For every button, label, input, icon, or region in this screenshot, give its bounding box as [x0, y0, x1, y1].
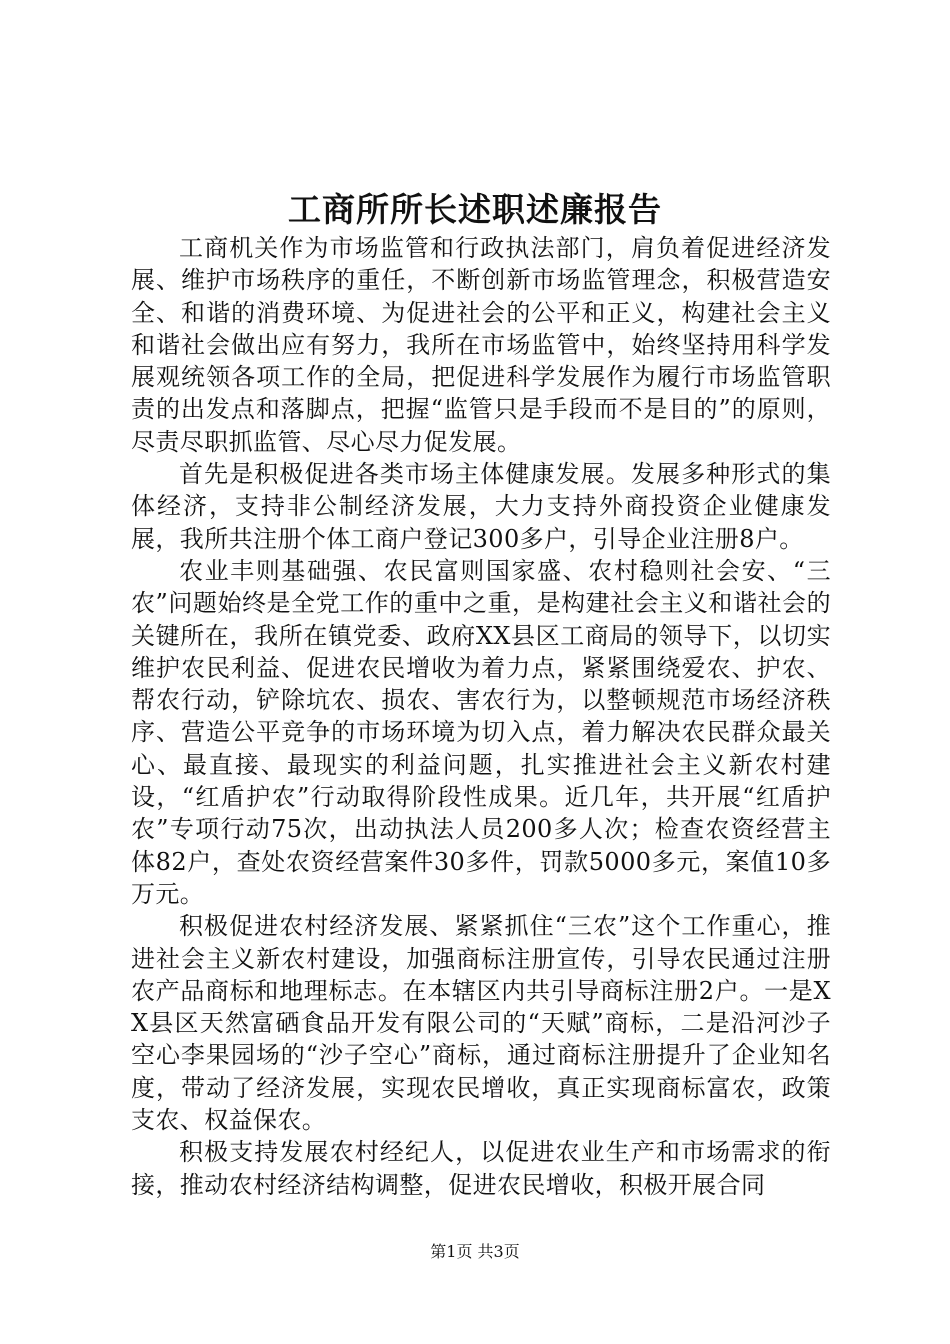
- document-body: [131, 232, 831, 1201]
- paragraph-market-entities: 首先是积极促进各类市场主体健康发展。发展多种形式的集体经济，支持非公制经济发展，大力支持外商投资企业健康发展，我所共注册个体工商户登记300多户，引导企业注册8户。: [131, 460, 831, 553]
- paragraph-rural-brokers: 积极支持发展农村经纪人，以促进农业生产和市场需求的衔接，推动农村经济结构调整，促进农民增收，积极开展合同: [131, 1138, 831, 1199]
- document-title: 工商所所长述职述廉报告: [288, 190, 662, 229]
- paragraph-intro: 工商机关作为市场监管和行政执法部门，肩负着促进经济发展、维护市场秩序的重任，不断创新市场监管理念，积极营造安全、和谐的消费环境、为促进社会的公平和正义，构建社会主义和谐社会做出应有努力，我所在市场监管中，始终坚持用科学发展观统领各项工作的全局，把促进科学发展作为履行市场监管职责的出发点和落脚点，把握“监管只是手段而不是目的”的原则，尽责尽职抓监管、尽心尽力促发展。: [131, 234, 831, 456]
- paragraph-agriculture: 农业丰则基础强、农民富则国家盛、农村稳则社会安、“三农”问题始终是全党工作的重中之重，是构建社会主义和谐社会的关键所在，我所在镇党委、政府XX县区工商局的领导下，以切实维护农民利益、促进农民增收为着力点，紧紧围绕爱农、护农、帮农行动，铲除坑农、损农、害农行为，以整顿规范市场经济秩序、营造公平竞争的市场环境为切入点，着力解决农民群众最关心、最直接、最现实的利益问题，扎实推进社会主义新农村建设，“红盾护农”行动取得阶段性成果。近几年，共开展“红盾护农”专项行动75次，出动执法人员200多人次；检查农资经营主体82户，查处农资经营案件30多件，罚款5000多元，案值10多万元。: [131, 556, 831, 908]
- paragraph-rural-economy: 积极促进农村经济发展、紧紧抓住“三农”这个工作重心，推进社会主义新农村建设，加强商标注册宣传，引导农民通过注册农产品商标和地理标志。在本辖区内共引导商标注册2户。一是XX县区天然富硒食品开发有限公司的“天赋”商标，二是沿河沙子空心李果园场的“沙子空心”商标，通过商标注册提升了企业知名度，带动了经济发展，实现农民增收，真正实现商标富农，政策支农、权益保农。: [131, 912, 831, 1135]
- page-footer: 第1页 共3页: [430, 1242, 520, 1261]
